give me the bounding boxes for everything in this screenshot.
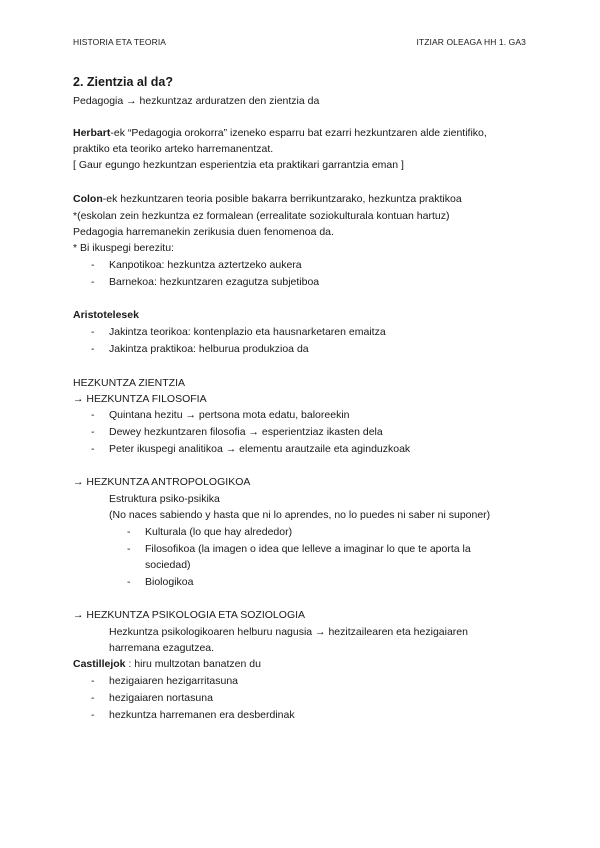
header-right: ITZIAR OLEAGA HH 1. GA3 <box>416 37 526 47</box>
list-item: Kanpotikoa: hezkuntza aztertzeko aukera <box>109 259 302 271</box>
text-line: Pedagogia harremanekin zerikusia duen fenomenoa da. <box>73 226 334 238</box>
list-item: Jakintza teorikoa: kontenplazio eta hausnarketaren emaitza <box>109 326 386 338</box>
subheading: → HEZKUNTZA ANTROPOLOGIKOA <box>73 476 251 488</box>
bullet-dash: - <box>91 443 95 455</box>
section-title: 2. Zientzia al da? <box>73 75 174 89</box>
text-line: Hezkuntza psikologikoaren helburu nagusia → hezitzailearen eta hezigaiaren <box>109 626 468 638</box>
text-span: -ek hezkuntzaren teoria posible bakarra berrikuntzarako, hezkuntza praktikoa <box>102 193 462 205</box>
header-left: HISTORIA ETA TEORIA <box>73 37 167 47</box>
subheading: → HEZKUNTZA FILOSOFIA <box>73 393 207 405</box>
bullet-dash: - <box>91 709 95 721</box>
list-item: Peter ikuspegi analitikoa → elementu arautzaile eta aginduzkoak <box>109 443 411 455</box>
bullet-dash: - <box>91 675 95 687</box>
bullet-dash: - <box>91 409 95 421</box>
text-line: Estruktura psiko-psikika <box>109 493 220 505</box>
text-line <box>73 127 487 140</box>
text-line: harremana ezagutzea. <box>109 642 215 654</box>
bullet-dash: - <box>91 692 95 704</box>
author-name: Castillejok <box>73 658 126 670</box>
list-item: Kulturala (lo que hay alrededor) <box>145 526 293 538</box>
bullet-dash: - <box>91 426 95 438</box>
bullet-dash: - <box>91 276 95 288</box>
author-name: Herbart <box>73 127 111 139</box>
text-line <box>73 658 261 671</box>
list-item: Quintana hezitu → pertsona mota edatu, baloreekin <box>109 409 350 421</box>
text-line: * Bi ikuspegi berezitu: <box>73 242 174 254</box>
text-line: *(eskolan zein hezkuntza ez formalean (errealitate soziokulturala kontuan hartuz) <box>73 210 450 222</box>
bullet-dash: - <box>127 526 131 538</box>
text-line: [ Gaur egungo hezkuntzan esperientzia eta praktikari garrantzia eman ] <box>73 159 404 171</box>
subheading: → HEZKUNTZA PSIKOLOGIA ETA SOZIOLOGIA <box>73 609 306 621</box>
bullet-dash: - <box>91 343 95 355</box>
list-item: hezigaiaren nortasuna <box>109 692 213 704</box>
subheading: HEZKUNTZA ZIENTZIA <box>73 377 186 389</box>
author-heading: Aristotelesek <box>73 309 139 321</box>
text-line: praktiko eta teoriko arteko harremanentzat. <box>73 143 274 155</box>
bullet-dash: - <box>127 543 131 555</box>
list-item: Barnekoa: hezkuntzaren ezagutza subjetiboa <box>109 276 320 288</box>
list-item: hezigaiaren hezigarritasuna <box>109 675 238 687</box>
list-item: Filosofikoa (la imagen o idea que lelleve a imaginar lo que te aporta la <box>145 543 471 555</box>
list-item: Dewey hezkuntzaren filosofia → esperientziaz ikasten dela <box>109 426 383 438</box>
bullet-dash: - <box>91 326 95 338</box>
list-item-continuation: sociedad) <box>145 559 191 571</box>
text-span: : hiru multzotan banatzen du <box>125 658 261 670</box>
list-item: Biologikoa <box>145 576 194 588</box>
text-span: -ek “Pedagogia orokorra” izeneko esparru bat ezarri hezkuntzaren alde zientifiko, <box>110 127 487 139</box>
text-line <box>73 193 462 206</box>
author-name: Colon <box>73 193 103 205</box>
list-item: Jakintza praktikoa: helburua produkzioa da <box>109 343 309 355</box>
list-item: hezkuntza harremanen era desberdinak <box>109 709 295 721</box>
bullet-dash: - <box>91 259 95 271</box>
bullet-dash: - <box>127 576 131 588</box>
text-line: (No naces sabiendo y hasta que ni lo aprendes, no lo puedes ni saber ni suponer) <box>109 509 491 521</box>
text-line: Pedagogia → hezkuntzaz arduratzen den zientzia da <box>73 95 320 107</box>
